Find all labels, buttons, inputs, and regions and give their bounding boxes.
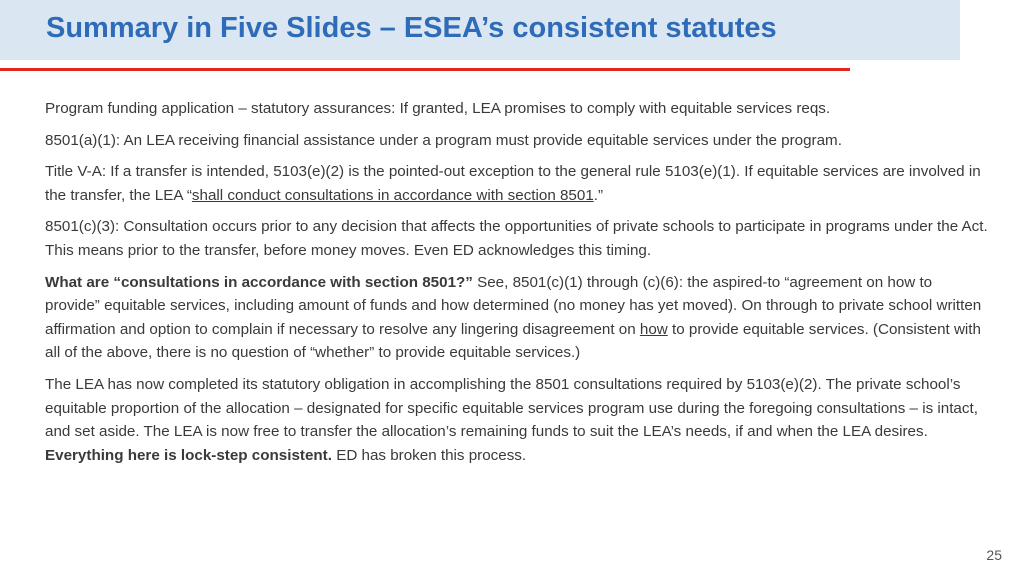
paragraph-text: 8501(c)(3): Consultation occurs prior to any decision that affects the opportunities of private schools to participate in programs under the Act. This means prior to the transfer, before money moves. Even ED acknowledges this timing. xyxy=(45,218,988,259)
paragraph-text: 8501(a)(1): An LEA receiving financial assistance under a program must provide equitable services under the program. xyxy=(45,131,842,149)
underlined-word: how xyxy=(639,320,668,338)
bold-statement: Everything here is lock-step consistent. xyxy=(45,446,332,464)
paragraph-text: Program funding application – statutory assurances: If granted, LEA promises to comply with equitable services reqs. xyxy=(45,100,831,117)
paragraph-lea-obligation xyxy=(45,373,990,467)
paragraph-text: Title V-A: If a transfer is intended, 5103(e)(2) is the pointed-out exception to the general rule 5103(e)(1). If equitable services are involved in the transfer, the LEA “ xyxy=(45,163,981,204)
paragraph-text: See, 8501(c)(1) through (c)(6): the aspired-to “agreement on how to provide” equitable services, including amount of funds and how determined (no money has yet moved). On through to private school written affirmation and option to complain if necessary to resolve any lingering disagreement on xyxy=(45,273,982,338)
bold-question: What are “consultations in accordance with section 8501?” xyxy=(45,273,473,291)
underlined-phrase: shall conduct consultations in accordance with section 8501 xyxy=(191,186,594,204)
paragraph-8501-c3 xyxy=(45,215,990,262)
paragraph-consultations-question xyxy=(45,271,990,365)
paragraph-text-end: to provide equitable services. (Consistent with all of the above, there is no question of “whether” to provide equitable services.) xyxy=(45,320,981,362)
slide-title: Summary in Five Slides – ESEA’s consistent statutes xyxy=(46,12,777,44)
page-number: 25 xyxy=(986,547,1002,563)
paragraph-text-end: ED has broken this process. xyxy=(331,446,527,464)
paragraph-title-v-a xyxy=(45,160,990,207)
paragraph-8501-a1 xyxy=(45,129,990,153)
slide-body xyxy=(45,97,990,475)
paragraph-funding-application xyxy=(45,97,990,121)
paragraph-text: The LEA has now completed its statutory obligation in accomplishing the 8501 consultations required by 5103(e)(2). The private school’s equitable proportion of the allocation – designated for specific equitable services program use during the foregoing consultations – is intact, and set aside. The LEA is now free to transfer the allocation’s remaining funds to suit the LEA’s needs, if and when the LEA desires. xyxy=(45,375,978,441)
accent-rule xyxy=(0,68,850,71)
paragraph-text-end: .” xyxy=(593,186,604,204)
